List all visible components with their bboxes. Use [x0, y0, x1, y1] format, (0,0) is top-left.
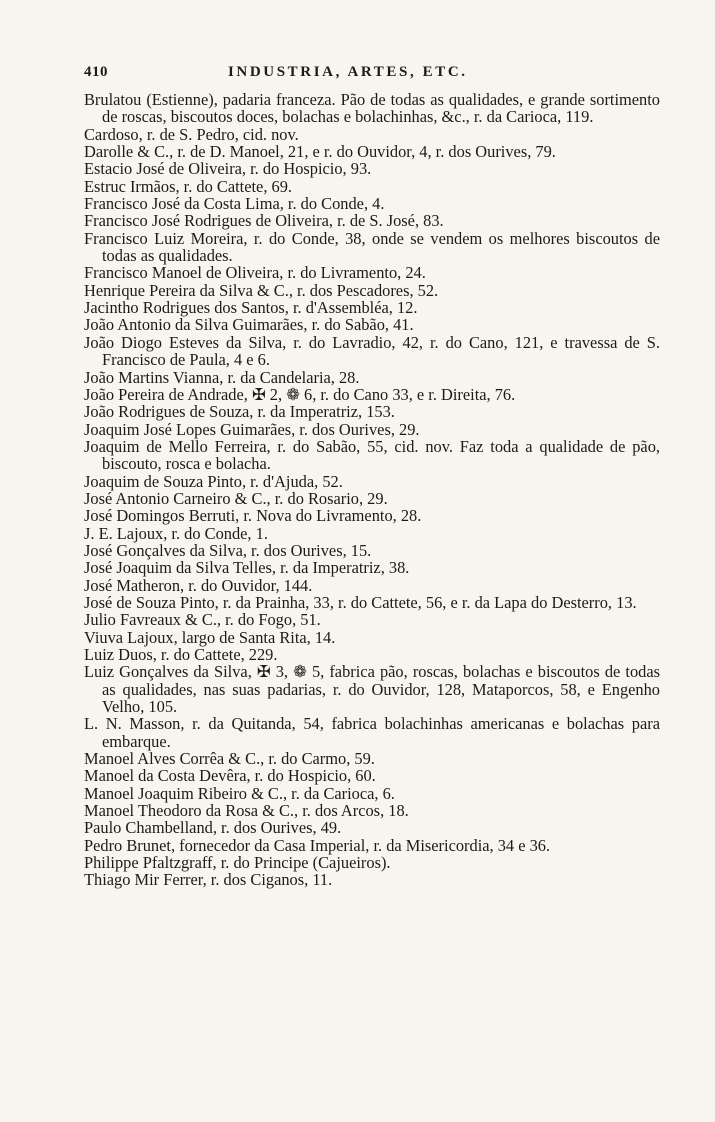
directory-entry: Viuva Lajoux, largo de Santa Rita, 14. [84, 627, 336, 647]
page-header [84, 64, 662, 86]
directory-entry: Darolle & C., r. de D. Manoel, 21, e r. do Ouvidor, 4, r. dos Ourives, 79. [84, 142, 556, 162]
directory-entry: José Joaquim da Silva Telles, r. da Imperatriz, 38. [84, 558, 410, 578]
directory-entry: L. N. Masson, r. da Quitanda, 54, fabrica bolachinhas americanas e bolachas para embarque. [84, 714, 660, 751]
directory-entry: Manoel Alves Corrêa & C., r. do Carmo, 59. [84, 749, 375, 769]
directory-entry: Julio Favreaux & C., r. do Fogo, 51. [84, 610, 321, 630]
directory-entry: Manoel Theodoro da Rosa & C., r. dos Arcos, 18. [84, 801, 409, 821]
directory-list [84, 91, 660, 889]
directory-entry: Luiz Gonçalves da Silva, ✠ 3, ❁ 5, fabrica pão, roscas, bolachas e biscoutos de todas as qualidades, nas suas padarias, r. do Ouvidor, 128, Mataporcos, 58, e Engenho Velho, 105. [84, 662, 660, 717]
directory-entry: José Matheron, r. do Ouvidor, 144. [84, 575, 313, 595]
directory-entry: João Antonio da Silva Guimarães, r. do Sabão, 41. [84, 315, 414, 335]
directory-entry: Paulo Chambelland, r. dos Ourives, 49. [84, 818, 342, 838]
page-number: 410 [84, 64, 108, 80]
directory-entry: Francisco José da Costa Lima, r. do Conde, 4. [84, 194, 385, 214]
directory-entry: Francisco Luiz Moreira, r. do Conde, 38, onde se vendem os melhores biscoutos de todas as qualidades. [84, 228, 660, 266]
directory-entry: Francisco José Rodrigues de Oliveira, r. de S. José, 83. [84, 211, 444, 231]
directory-entry: João Pereira de Andrade, ✠ 2, ❁ 6, r. do Cano 33, e r. Direita, 76. [84, 384, 516, 404]
directory-entry: Manoel Joaquim Ribeiro & C., r. da Carioca, 6. [84, 783, 395, 803]
directory-entry: Luiz Duos, r. do Cattete, 229. [84, 645, 278, 664]
directory-entry: José de Souza Pinto, r. da Prainha, 33, r. do Cattete, 56, e r. da Lapa do Desterro, 13. [84, 592, 637, 612]
directory-entry: Henrique Pereira da Silva & C., r. dos Pescadores, 52. [84, 280, 439, 300]
directory-entry: Estacio José de Oliveira, r. do Hospicio, 93. [84, 159, 372, 179]
directory-entry: Joaquim José Lopes Guimarães, r. dos Ourives, 29. [84, 419, 420, 439]
directory-entry: Brulatou (Estienne), padaria franceza. Pão de todas as qualidades, e grande sortimento de roscas, biscoutos doces, bolachas e bolachinhas, &c., r. da Carioca, 119. [84, 90, 660, 127]
directory-entry: José Gonçalves da Silva, r. dos Ourives, 15. [84, 540, 372, 560]
directory-entry: Philippe Pfaltzgraff, r. do Principe (Cajueiros). [84, 853, 391, 873]
directory-entry: Thiago Mir Ferrer, r. dos Ciganos, 11. [84, 870, 333, 890]
directory-entry: Manoel da Costa Devêra, r. do Hospicio, 60. [84, 766, 376, 786]
directory-entry: Francisco Manoel de Oliveira, r. do Livramento, 24. [84, 263, 426, 283]
directory-entry: José Antonio Carneiro & C., r. do Rosario, 29. [84, 488, 388, 508]
directory-entry: Jacintho Rodrigues dos Santos, r. d'Assembléa, 12. [84, 298, 418, 318]
directory-entry: João Diogo Esteves da Silva, r. do Lavradio, 42, r. do Cano, 121, e travessa de S. Francisco de Paula, 4 e 6. [84, 332, 660, 370]
directory-entry: João Martins Vianna, r. da Candelaria, 28. [84, 367, 360, 387]
directory-entry: João Rodrigues de Souza, r. da Imperatriz, 153. [84, 402, 395, 422]
directory-entry: José Domingos Berruti, r. Nova do Livramento, 28. [84, 506, 422, 526]
directory-entry: Joaquim de Souza Pinto, r. d'Ajuda, 52. [84, 471, 343, 491]
directory-entry: Joaquim de Mello Ferreira, r. do Sabão, 55, cid. nov. Faz toda a qualidade de pão, biscouto, rosca e bolacha. [84, 436, 660, 474]
running-title: INDUSTRIA, ARTES, ETC. [228, 64, 468, 80]
directory-entry: Estruc Irmãos, r. do Cattete, 69. [84, 176, 293, 196]
directory-entry: Pedro Brunet, fornecedor da Casa Imperial, r. da Misericordia, 34 e 36. [84, 835, 551, 855]
directory-entry: Cardoso, r. de S. Pedro, cid. nov. [84, 124, 299, 144]
directory-entry: J. E. Lajoux, r. do Conde, 1. [84, 523, 268, 543]
